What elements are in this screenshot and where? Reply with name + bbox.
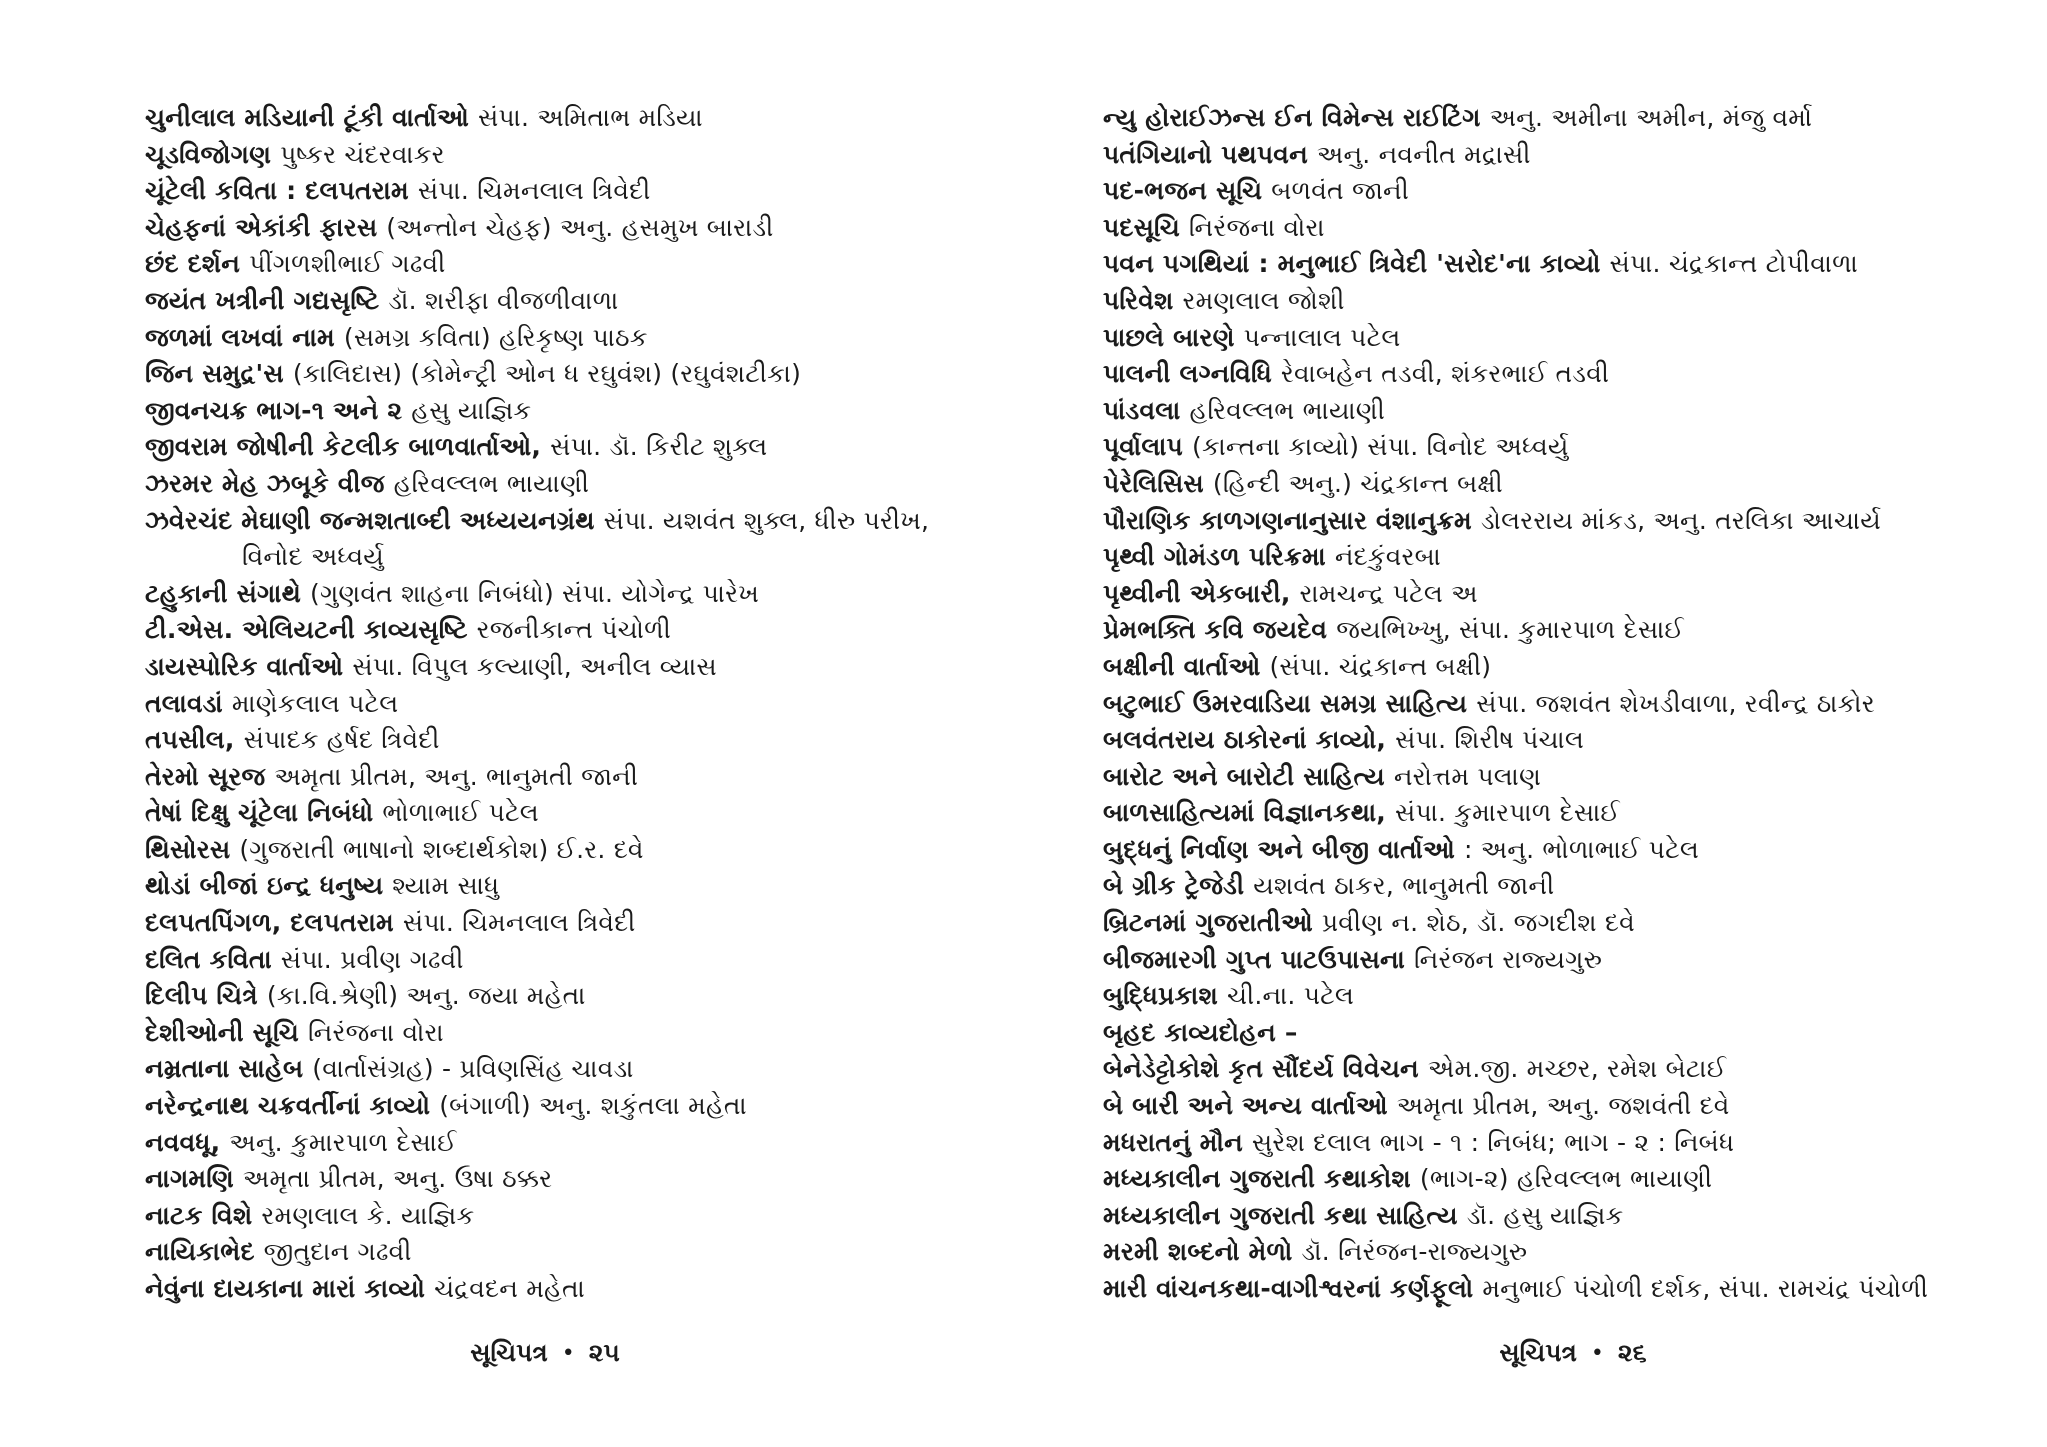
entry-title: બે ગ્રીક ટ્રેજેડી: [1103, 871, 1245, 901]
list-item: [1103, 795, 2043, 832]
list-item: [1103, 466, 2043, 503]
entry-author: યશવંત ઠાકર, ભાનુમતી જાની: [1253, 871, 1555, 901]
entry-title: બૃહદ કાવ્યદોહન –: [1103, 1017, 1298, 1047]
entry-author: સુરેશ દલાલ ભાગ - ૧ : નિબંધ; ભાગ - ૨ : નિબંધ: [1251, 1127, 1735, 1157]
list-item: [145, 1198, 945, 1235]
entry-author: અનુ. નવનીત મદ્રાસી: [1316, 139, 1531, 169]
entry-title: તપસીલ,: [145, 725, 235, 755]
entry-title: ટી.એસ. એલિયટની કાવ્યસૃષ્ટિ: [145, 615, 468, 645]
entry-author: હરિવલ્લભ ભાયાણી: [393, 468, 590, 498]
entry-author: (બંગાળી) અનુ. શકુંતલા મહેતા: [439, 1091, 747, 1121]
list-item: [145, 1051, 945, 1088]
entry-author: (કાલિદાસ) (કોમેન્ટ્રી ઓન ધ રઘુવંશ) (રઘુવંશટીકા): [292, 359, 802, 389]
entry-title: બલવંતરાય ઠાકોરનાં કાવ્યો,: [1103, 725, 1387, 755]
list-item: [1103, 722, 2043, 759]
list-item: [1103, 1125, 2043, 1162]
entry-title: પાછલે બારણે: [1103, 322, 1235, 352]
entry-title: મરમી શબ્દનો મેળો: [1103, 1237, 1293, 1267]
entry-title: પેરેલિસિસ: [1103, 468, 1204, 498]
entry-title: પાલની લગ્નવિધિ: [1103, 359, 1272, 389]
entry-title: જયંત ખત્રીની ગદ્યસૃષ્ટિ: [145, 285, 380, 315]
list-item: [145, 393, 945, 430]
list-item: [145, 466, 945, 503]
list-item: [145, 759, 945, 796]
page-footer: [145, 1338, 945, 1368]
entry-title: મારી વાંચનકથા-વાગીશ્વરનાં કર્ણફૂલો: [1103, 1274, 1474, 1303]
entry-title: નાયિકાભેદ: [145, 1237, 255, 1267]
entry-title: બુદ્ધનું નિર્વાણ અને બીજી વાર્તાઓ: [1103, 834, 1455, 864]
entry-title: મધરાતનું મૌન: [1103, 1127, 1243, 1157]
entry-author: સંપા. ડૉ. કિરીટ શુક્લ: [550, 432, 768, 462]
entry-author: ભોળાભાઈ પટેલ: [382, 798, 539, 828]
page-number: ૨૫: [588, 1337, 620, 1367]
list-item: [1103, 356, 2043, 393]
entry-author: : અનુ. ભોળાભાઈ પટેલ: [1463, 834, 1699, 864]
entry-title: થોડાં બીજાં ઇન્દ્ર ધનુષ્ય: [145, 871, 384, 901]
entry-author: (ગુણવંત શાહના નિબંધો) સંપા. યોગેન્દ્ર પારેખ: [309, 578, 759, 608]
list-item: [145, 978, 945, 1015]
entry-title: બેનેડેટ્ટોકોશે કૃત સૌંદર્ય વિવેચન: [1103, 1054, 1419, 1084]
entry-author: નિરંજન રાજ્યગુરુ: [1413, 944, 1603, 974]
entry-author: (અન્તોન ચેહફ) અનુ. હસમુખ બારાડી: [386, 212, 774, 242]
entry-title: દિલીપ ચિત્રે: [145, 981, 258, 1011]
entry-title: તલાવડાં: [145, 688, 223, 718]
entry-title: પવન પગથિયાં : મનુભાઈ ત્રિવેદી 'સરોદ'ના કાવ્યો: [1103, 249, 1601, 279]
entry-title: નરેન્દ્રનાથ ચક્રવર્તીનાં કાવ્યો: [145, 1091, 431, 1121]
entry-title: પાંડવલા: [1103, 395, 1181, 425]
entry-author: અનુ. અમીના અમીન, મંજુ વર્મા: [1489, 103, 1813, 132]
entry-author: પીંગળશીભાઈ ગઢવી: [249, 249, 446, 279]
list-item: [1103, 649, 2043, 686]
list-item: [145, 1234, 945, 1271]
entry-list: [1103, 100, 2043, 1308]
entry-title: ચુનીલાલ મડિયાની ટૂંકી વાર્તાઓ: [145, 103, 469, 132]
entry-author: અમૃતા પ્રીતમ, અનુ. ઉષા ઠક્કર: [242, 1164, 553, 1194]
entry-author: રામચન્દ્ર પટેલ અ: [1299, 578, 1478, 608]
entry-title: બુદ્ધિપ્રકાશ: [1103, 981, 1218, 1011]
list-item: [145, 1271, 945, 1308]
list-item: [1103, 1051, 2043, 1088]
index-page-26: [1103, 100, 2043, 1368]
entry-author: સંપા. કુમારપાળ દેસાઈ: [1395, 798, 1620, 828]
entry-title: બીજમારગી ગુપ્ત પાટઉપાસના: [1103, 944, 1405, 974]
entry-author: સંપા. ચંદ્રકાન્ત ટોપીવાળા: [1609, 249, 1858, 279]
entry-title: જીવરામ જોષીની કેટલીક બાળવાર્તાઓ,: [145, 432, 542, 462]
entry-title: ન્યુ હોરાઈઝન્સ ઈન વિમેન્સ રાઈટિંગ: [1103, 103, 1481, 132]
list-item: [1103, 137, 2043, 174]
entry-author: (સમગ્ર કવિતા) હરિકૃષ્ણ પાઠક: [343, 322, 648, 352]
list-item: [1103, 1015, 2043, 1052]
list-item: [1103, 868, 2043, 905]
entry-author: સંપા. વિપુલ કલ્યાણી, અનીલ વ્યાસ: [352, 651, 717, 681]
entry-author: પ્રવીણ ન. શેઠ, ડૉ. જગદીશ દવે: [1321, 908, 1635, 938]
entry-author: સંપાદક હર્ષદ ત્રિવેદી: [243, 725, 440, 755]
page-footer: [1103, 1338, 2043, 1368]
entry-title: નાટક વિશે: [145, 1200, 253, 1230]
list-item: [1103, 905, 2043, 942]
list-item: [145, 942, 945, 979]
list-item: [145, 868, 945, 905]
entry-author: સંપા. યશવંત શુક્લ, ધીરુ પરીખ,: [603, 505, 930, 535]
entry-author: સંપા. ચિમનલાલ ત્રિવેદી: [417, 176, 651, 206]
list-item: [1103, 832, 2043, 869]
entry-title: બટુભાઈ ઉમરવાડિયા સમગ્ર સાહિત્ય: [1103, 688, 1468, 718]
list-item: [1103, 759, 2043, 796]
list-item: [145, 320, 945, 357]
entry-author: (હિન્દી અનુ.) ચંદ્રકાન્ત બક્ષી: [1212, 468, 1503, 498]
entry-title: પૌરાણિક કાળગણનાનુસાર વંશાનુક્રમ: [1103, 505, 1472, 535]
entry-author: રેવાબહેન તડવી, શંકરભાઈ તડવી: [1280, 359, 1610, 389]
list-item: [145, 1088, 945, 1125]
entry-title: પ્રેમભક્તિ કવિ જયદેવ: [1103, 615, 1328, 645]
list-item: [1103, 612, 2043, 649]
entry-author: વિનોદ અધ્વર્યુ: [242, 542, 384, 572]
entry-author: પન્નાલાલ પટેલ: [1243, 322, 1401, 352]
entry-author: રમણલાલ કે. યાજ્ઞિક: [261, 1200, 475, 1230]
entry-title: નમ્રતાના સાહેબ: [145, 1054, 304, 1084]
entry-title: ડાયસ્પોરિક વાર્તાઓ: [145, 651, 344, 681]
entry-title: નાગમણિ: [145, 1164, 234, 1194]
list-item: [145, 100, 945, 137]
list-item: [1103, 503, 2043, 540]
entry-author: (સંપા. ચંદ્રકાન્ત બક્ષી): [1269, 651, 1492, 681]
entry-title: દલિત કવિતા: [145, 944, 272, 974]
entry-title: પરિવેશ: [1103, 285, 1174, 315]
footer-label: સૂચિપત્ર: [1499, 1337, 1577, 1367]
entry-author: (કાન્તના કાવ્યો) સંપા. વિનોદ અધ્વર્યુ: [1191, 432, 1569, 462]
bullet-icon: •: [1590, 1340, 1604, 1366]
list-item: [145, 795, 945, 832]
list-item: [145, 246, 945, 283]
list-item: [1103, 320, 2043, 357]
entry-author: ચંદ્રવદન મહેતા: [434, 1274, 585, 1303]
list-item: [145, 137, 945, 174]
entry-title: બારોટ અને બારોટી સાહિત્ય: [1103, 761, 1385, 791]
entry-author: (કા.વિ.શ્રેણી) અનુ. જયા મહેતા: [266, 981, 586, 1011]
entry-title: પૃથ્વીની એકબારી,: [1103, 578, 1291, 608]
bullet-icon: •: [561, 1340, 575, 1366]
entry-title: જળમાં લખવાં નામ: [145, 322, 335, 352]
entry-author: સંપા. શિરીષ પંચાલ: [1395, 725, 1584, 755]
entry-title: મધ્યકાલીન ગુજરાતી કથા સાહિત્ય: [1103, 1200, 1458, 1230]
entry-author: શ્યામ સાધુ: [392, 871, 500, 901]
list-item: [145, 832, 945, 869]
entry-title: ઝવેરચંદ મેઘાણી જન્મશતાબ્દી અધ્યયનગ્રંથ: [145, 505, 595, 535]
entry-title: બ્રિટનમાં ગુજરાતીઓ: [1103, 908, 1313, 938]
entry-title: પદસૂચિ: [1103, 212, 1180, 242]
entry-title: થિસોરસ: [145, 834, 231, 864]
list-item: [145, 503, 945, 540]
entry-title: નેવુંના દાયકાના મારાં કાવ્યો: [145, 1274, 426, 1303]
list-item: [145, 576, 945, 613]
list-item: [1103, 210, 2043, 247]
entry-author: સંપા. પ્રવીણ ગઢવી: [280, 944, 464, 974]
entry-author: રમણલાલ જોશી: [1182, 285, 1345, 315]
entry-author: નિરંજના વોરા: [1188, 212, 1325, 242]
entry-title: છંદ દર્શન: [145, 249, 241, 279]
page-number: ૨૬: [1617, 1337, 1647, 1367]
list-item: [1103, 429, 2043, 466]
entry-author: ચી.ના. પટેલ: [1226, 981, 1355, 1011]
entry-author: રજનીકાન્ત પંચોળી: [476, 615, 671, 645]
entry-author: (ગુજરાતી ભાષાનો શબ્દાર્થકોશ) ઈ.ર. દવે: [239, 834, 644, 864]
entry-author: (ભાગ-૨) હરિવલ્લભ ભાયાણી: [1419, 1164, 1713, 1194]
entry-title: દેશીઓની સૂચિ: [145, 1017, 299, 1047]
entry-title: પતંગિયાનો પથપવન: [1103, 139, 1308, 169]
entry-author: અમૃતા પ્રીતમ, અનુ. જશવંતી દવે: [1396, 1091, 1730, 1121]
index-page-25: [145, 100, 945, 1368]
entry-author: નરોત્તમ પલાણ: [1393, 761, 1541, 791]
entry-title: પૂર્વાલાપ: [1103, 432, 1183, 462]
entry-title: પદ-ભજન સૂચિ: [1103, 176, 1263, 206]
list-item: [1103, 686, 2043, 723]
list-item: [145, 539, 945, 576]
entry-author: જીતુદાન ગઢવી: [263, 1237, 412, 1267]
list-item: [1103, 576, 2043, 613]
entry-list: [145, 100, 945, 1308]
entry-author: સંપા. જશવંત શેખડીવાળા, રવીન્દ્ર ઠાકોર: [1476, 688, 1875, 718]
list-item: [1103, 539, 2043, 576]
footer-label: સૂચિપત્ર: [470, 1337, 548, 1367]
entry-title: ચેહફનાં એકાંકી ફારસ: [145, 212, 378, 242]
entry-author: ડૉ. નિરંજન-રાજ્યગુરુ: [1301, 1237, 1528, 1267]
entry-author: બળવંત જાની: [1271, 176, 1410, 206]
list-item: [145, 686, 945, 723]
entry-title: ચૂડવિજોગણ: [145, 139, 272, 169]
entry-author: અનુ. કુમારપાળ દેસાઈ: [229, 1127, 457, 1157]
list-item: [145, 173, 945, 210]
list-item: [1103, 393, 2043, 430]
entry-title: જીવનચક્ર ભાગ-૧ અને ૨: [145, 395, 403, 425]
entry-title: તેષાં દિક્ષુ ચૂંટેલા નિબંધો: [145, 798, 374, 828]
entry-title: મધ્યકાલીન ગુજરાતી કથાકોશ: [1103, 1164, 1411, 1194]
entry-author: પુષ્કર ચંદરવાકર: [280, 139, 445, 169]
list-item: [145, 1125, 945, 1162]
entry-title: ચૂંટેલી કવિતા : દલપતરામ: [145, 176, 409, 206]
list-item: [1103, 100, 2043, 137]
entry-title: તેરમો સૂરજ: [145, 761, 266, 791]
list-item: [145, 722, 945, 759]
entry-title: બક્ષીની વાર્તાઓ: [1103, 651, 1261, 681]
entry-title: બાળસાહિત્યમાં વિજ્ઞાનકથા,: [1103, 798, 1387, 828]
entry-author: નિરંજના વોરા: [307, 1017, 444, 1047]
list-item: [145, 612, 945, 649]
entry-author: ડૉ. શરીફા વીજળીવાળા: [388, 285, 619, 315]
entry-title: નવવધૂ,: [145, 1127, 221, 1157]
entry-author: મનુભાઈ પંચોળી દર્શક, સંપા. રામચંદ્ર પંચોળી: [1482, 1274, 1929, 1303]
list-item: [1103, 1088, 2043, 1125]
entry-title: ઝરમર મેહ ઝબૂકે વીજ: [145, 468, 385, 498]
entry-author: સંપા. અમિતાભ મડિયા: [477, 103, 703, 132]
entry-author: જયભિખ્ખુ, સંપા. કુમારપાળ દેસાઈ: [1336, 615, 1684, 645]
list-item: [1103, 978, 2043, 1015]
list-item: [1103, 942, 2043, 979]
entry-title: પૃથ્વી ગોમંડળ પરિક્રમા: [1103, 542, 1326, 572]
list-item: [145, 356, 945, 393]
list-item: [1103, 1161, 2043, 1198]
list-item: [145, 1015, 945, 1052]
list-item: [145, 283, 945, 320]
list-item: [1103, 173, 2043, 210]
list-item: [1103, 283, 2043, 320]
entry-title: ટહુકાની સંગાથે: [145, 578, 301, 608]
entry-author: ડોલરરાય માંકડ, અનુ. તરલિકા આચાર્ય: [1480, 505, 1881, 535]
entry-author: માણેકલાલ પટેલ: [231, 688, 399, 718]
entry-author: અમૃતા પ્રીતમ, અનુ. ભાનુમતી જાની: [274, 761, 639, 791]
entry-author: સંપા. ચિમનલાલ ત્રિવેદી: [402, 908, 636, 938]
list-item: [1103, 1271, 2043, 1308]
entry-author: નંદકુંવરબા: [1334, 542, 1442, 572]
entry-title: દલપતપિંગળ, દલપતરામ: [145, 908, 394, 938]
entry-title: જિન સમુદ્ર'સ: [145, 359, 284, 389]
entry-title: બે બારી અને અન્ય વાર્તાઓ: [1103, 1091, 1388, 1121]
entry-author: હરિવલ્લભ ભાયાણી: [1189, 395, 1385, 425]
list-item: [145, 429, 945, 466]
list-item: [145, 210, 945, 247]
list-item: [145, 905, 945, 942]
entry-author: એમ.જી. મચ્છર, રમેશ બેટાઈ: [1427, 1054, 1727, 1084]
entry-author: હસુ યાજ્ઞિક: [411, 395, 532, 425]
list-item: [1103, 1234, 2043, 1271]
list-item: [1103, 246, 2043, 283]
list-item: [145, 649, 945, 686]
list-item: [145, 1161, 945, 1198]
list-item: [1103, 1198, 2043, 1235]
entry-author: (વાર્તાસંગ્રહ) - પ્રવિણસિંહ ચાવડા: [312, 1054, 634, 1084]
entry-author: ડૉ. હસુ યાજ્ઞિક: [1466, 1200, 1624, 1230]
